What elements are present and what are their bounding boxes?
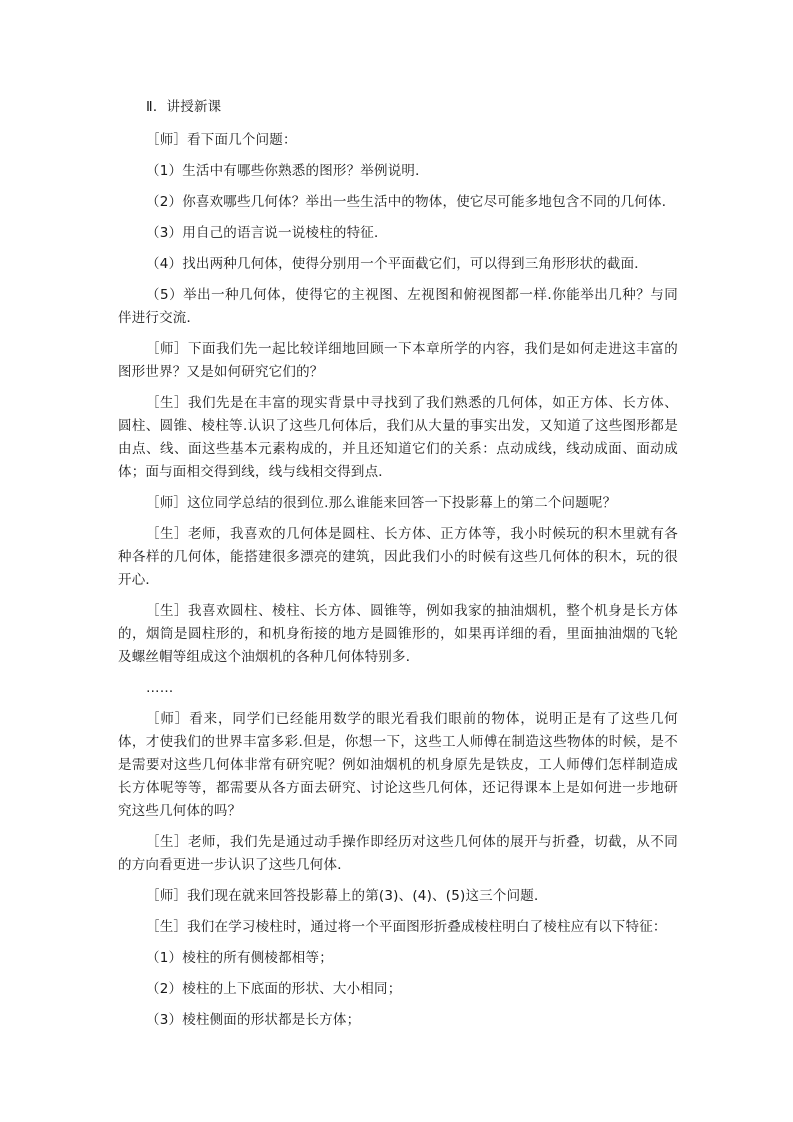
paragraph: （5）举出一种几何体，使得它的主视图、左视图和俯视图都一样.你能举出几种？与同伴进行交流． bbox=[118, 287, 678, 326]
ellipsis: …… bbox=[146, 680, 174, 696]
paragraph: ［师］这位同学总结的很到位.那么谁能来回答一下投影幕上的第二个问题呢？ bbox=[146, 495, 617, 511]
document-page bbox=[118, 96, 678, 1040]
paragraph: ［生］我喜欢圆柱、棱柱、长方体、圆锥等，例如我家的抽油烟机，整个机身是长方体的，烟筒是圆柱形的，和机身衔接的地方是圆锥形的，如果再详细的看，里面抽油烟的飞轮及螺丝帽等组成这个油烟机的各种几何体特别多． bbox=[118, 603, 678, 665]
paragraph: ［生］老师，我喜欢的几何体是圆柱、长方体、正方体等，我小时候玩的积木里就有各种各样的几何体，能搭建很多漂亮的建筑，因此我们小的时候有这些几何体的积木，玩的很开心． bbox=[118, 526, 678, 588]
paragraph: （3）用自己的语言说一说棱柱的特征． bbox=[146, 225, 388, 241]
paragraph: （1）棱柱的所有侧棱都相等； bbox=[146, 950, 333, 966]
paragraph: （2）棱柱的上下底面的形状、大小相同； bbox=[146, 981, 402, 997]
paragraph: ［师］我们现在就来回答投影幕上的第(3)、(4)、(5)这三个问题． bbox=[146, 888, 548, 904]
paragraph: ［生］我们在学习棱柱时，通过将一个平面图形折叠成棱柱明白了棱柱应有以下特征： bbox=[146, 919, 667, 935]
paragraph: ［生］我们先是在丰富的现实背景中寻找到了我们熟悉的几何体，如正方体、长方体、圆柱、圆锥、棱柱等.认识了这些几何体后，我们从大量的事实出发，又知道了这些图形都是由点、线、面这些基本元素构成的，并且还知道它们的关系：点动成线，线动成面、面动成体；面与面相交得到线，线与线相交得到点． bbox=[118, 395, 678, 480]
paragraph: （3）棱柱侧面的形状都是长方体； bbox=[146, 1012, 361, 1028]
section-heading: Ⅱ．讲授新课 bbox=[146, 99, 222, 115]
paragraph: ［师］下面我们先一起比较详细地回顾一下本章所学的内容，我们是如何走进这丰富的图形世界？又是如何研究它们的？ bbox=[118, 341, 678, 380]
paragraph: （1）生活中有哪些你熟悉的图形？举例说明． bbox=[146, 163, 429, 179]
paragraph: ［师］看下面几个问题： bbox=[146, 132, 297, 148]
paragraph: （2）你喜欢哪些几何体？举出一些生活中的物体，使它尽可能多地包含不同的几何体． bbox=[146, 194, 676, 210]
paragraph: ［师］看来，同学们已经能用数学的眼光看我们眼前的物体，说明正是有了这些几何体，才使我们的世界丰富多彩.但是，你想一下，这些工人师傅在制造这些物体的时候，是不是需要对这些几何体非常有研究呢？例如油烟机的机身原先是铁皮，工人师傅们怎样制造成长方体呢等等，都需要从各方面去研究、讨论这些几何体，还记得课本上是如何进一步地研究这些几何体的吗？ bbox=[118, 711, 678, 819]
paragraph: ［生］老师，我们先是通过动手操作即经历对这些几何体的展开与折叠，切截，从不同的方向看更进一步认识了这些几何体． bbox=[118, 834, 678, 873]
paragraph: （4）找出两种几何体，使得分别用一个平面截它们，可以得到三角形形状的截面． bbox=[146, 256, 648, 272]
